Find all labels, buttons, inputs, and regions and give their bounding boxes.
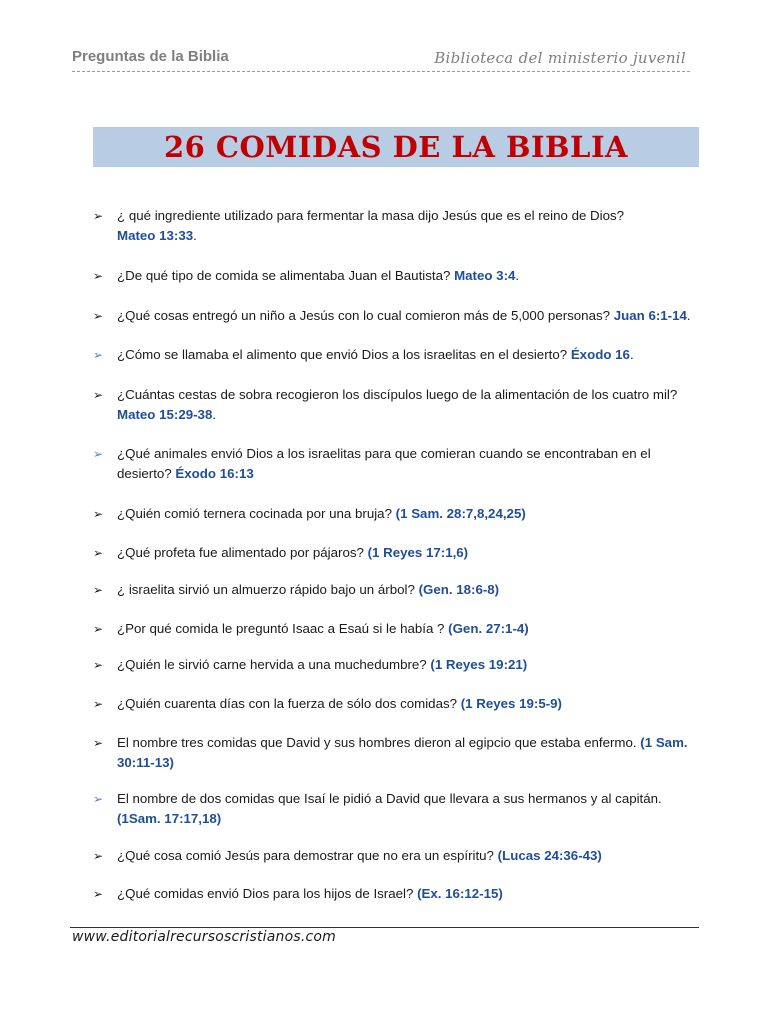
scripture-reference: (1 Reyes 19:21) [430, 657, 528, 672]
title-band [93, 127, 699, 167]
question-text: ¿Cuántas cestas de sobra recogieron los discípulos luego de la alimentación de los cuatro mil? Mateo 15:29-38. [117, 387, 678, 422]
question-text: ¿Cómo se llamaba el alimento que envió Dios a los israelitas en el desierto? Éxodo 16. [117, 347, 634, 362]
arrow-bullet-icon: ➢ [93, 697, 104, 711]
arrow-bullet-icon: ➢ [93, 792, 104, 806]
question-text: ¿ qué ingrediente utilizado para fermentar la masa dijo Jesús que es el reino de Dios? Mateo 13:33. [117, 208, 625, 243]
scripture-reference: Mateo 3:4 [454, 268, 516, 283]
header-divider [72, 71, 690, 72]
scripture-reference: Éxodo 16 [570, 347, 630, 362]
arrow-bullet-icon: ➢ [93, 736, 104, 750]
scripture-reference: (Ex. 16:12-15) [417, 886, 503, 901]
header-left-title: Preguntas de la Biblia [72, 48, 229, 65]
page-header [72, 48, 690, 74]
arrow-bullet-icon: ➢ [93, 348, 104, 362]
arrow-bullet-icon: ➢ [93, 622, 104, 636]
header-right-title: Biblioteca del ministerio juvenil [434, 49, 686, 67]
scripture-reference: (1Sam. 17:17,18) [117, 811, 222, 826]
question-text: ¿ israelita sirvió un almuerzo rápido bajo un árbol? (Gen. 18:6-8) [117, 582, 500, 597]
arrow-bullet-icon: ➢ [93, 209, 104, 223]
page-title: 26 COMIDAS DE LA BIBLIA [163, 130, 629, 164]
scripture-reference: (Gen. 27:1-4) [448, 621, 529, 636]
scripture-reference: (Lucas 24:36-43) [497, 848, 602, 863]
footer-url[interactable]: www.editorialrecursoscristianos.com [72, 929, 336, 945]
question-text: El nombre de dos comidas que Isaí le pidió a David que llevara a sus hermanos y al capitán. (1Sam. 17:17,18) [117, 791, 662, 826]
arrow-bullet-icon: ➢ [93, 269, 104, 283]
scripture-reference: Éxodo 16:13 [175, 466, 254, 481]
question-text: ¿Quién cuarenta días con la fuerza de sólo dos comidas? (1 Reyes 19:5-9) [117, 696, 562, 711]
arrow-bullet-icon: ➢ [93, 507, 104, 521]
footer-divider [70, 927, 699, 928]
question-text: ¿Quién comió ternera cocinada por una bruja? (1 Sam. 28:7,8,24,25) [117, 506, 526, 521]
question-text: El nombre tres comidas que David y sus hombres dieron al egipcio que estaba enfermo. (1 Sam. 30:11-13) [117, 735, 688, 770]
scripture-reference: Mateo 13:33 [117, 228, 194, 243]
question-text: ¿Qué cosas entregó un niño a Jesús con lo cual comieron más de 5,000 personas? Juan 6:1-14. [117, 308, 691, 323]
scripture-reference: (1 Reyes 19:5-9) [460, 696, 562, 711]
question-text: ¿Qué profeta fue alimentado por pájaros? (1 Reyes 17:1,6) [117, 545, 469, 560]
question-text: ¿Por qué comida le preguntó Isaac a Esaú si le había ? (Gen. 27:1-4) [117, 621, 529, 636]
scripture-reference: (Gen. 18:6-8) [418, 582, 500, 597]
arrow-bullet-icon: ➢ [93, 658, 104, 672]
scripture-reference: (1 Sam. 30:11-13) [117, 735, 688, 770]
arrow-bullet-icon: ➢ [93, 388, 104, 402]
question-text: ¿Qué cosa comió Jesús para demostrar que no era un espíritu? (Lucas 24:36-43) [117, 848, 602, 863]
scripture-reference: Mateo 15:29-38 [117, 407, 213, 422]
scripture-reference: Juan 6:1-14 [613, 308, 687, 323]
question-text: ¿Quién le sirvió carne hervida a una muchedumbre? (1 Reyes 19:21) [117, 657, 528, 672]
question-text: ¿Qué animales envió Dios a los israelitas para que comieran cuando se encontraban en el desierto? Éxodo 16:13 [117, 446, 651, 481]
scripture-reference: (1 Sam. 28:7,8,24,25) [395, 506, 526, 521]
scripture-reference: (1 Reyes 17:1,6) [367, 545, 469, 560]
arrow-bullet-icon: ➢ [93, 309, 104, 323]
arrow-bullet-icon: ➢ [93, 887, 104, 901]
question-text: ¿De qué tipo de comida se alimentaba Juan el Bautista? Mateo 3:4. [117, 268, 520, 283]
question-text: ¿Qué comidas envió Dios para los hijos de Israel? (Ex. 16:12-15) [117, 886, 503, 901]
arrow-bullet-icon: ➢ [93, 583, 104, 597]
arrow-bullet-icon: ➢ [93, 849, 104, 863]
arrow-bullet-icon: ➢ [93, 447, 104, 461]
arrow-bullet-icon: ➢ [93, 546, 104, 560]
